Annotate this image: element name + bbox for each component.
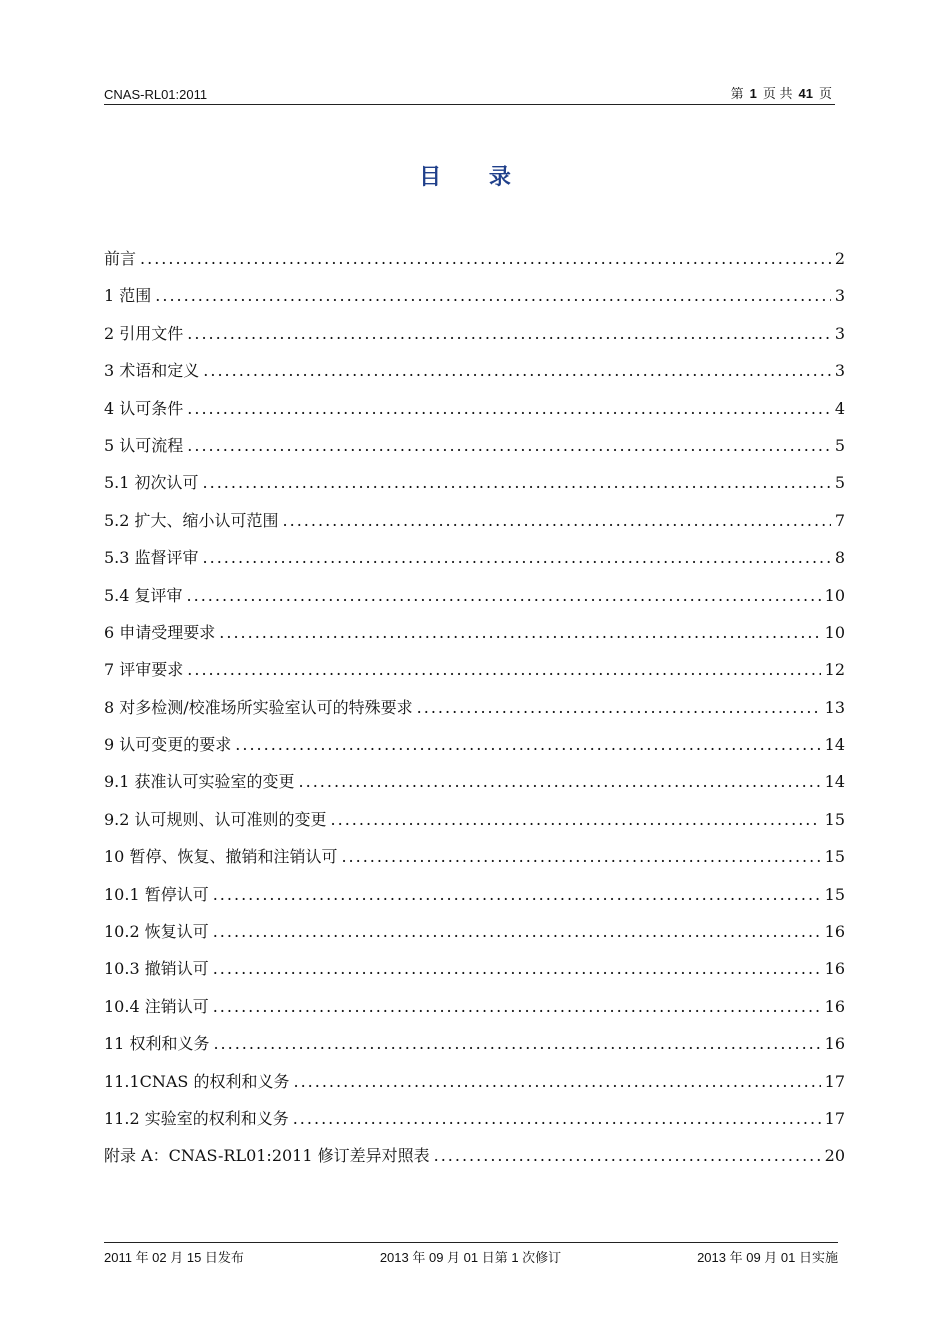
- toc-leader-dots: [417, 698, 821, 717]
- toc-entry-label: 9.2 认可规则、认可准则的变更: [104, 809, 327, 829]
- toc-entry-page: 15: [824, 884, 845, 904]
- table-of-contents: [104, 246, 845, 1181]
- toc-entry-label: 10.3 撤销认可: [104, 959, 209, 979]
- toc-entry-page: 8: [834, 548, 845, 568]
- toc-entry[interactable]: [104, 657, 845, 694]
- toc-entry-label: 10 暂停、恢复、撤销和注销认可: [104, 847, 338, 867]
- toc-leader-dots: [187, 586, 821, 605]
- toc-entry-page: 16: [824, 996, 845, 1016]
- toc-leader-dots: [187, 436, 831, 455]
- toc-entry-page: 12: [824, 660, 845, 680]
- toc-entry-label: 5.1 初次认可: [104, 473, 199, 493]
- toc-entry-label: 4 认可条件: [104, 398, 184, 418]
- toc-leader-dots: [293, 1072, 820, 1091]
- toc-entry-page: 5: [834, 435, 845, 455]
- page-current: 1: [749, 86, 757, 101]
- toc-entry[interactable]: [104, 844, 845, 881]
- toc-entry-page: 7: [834, 510, 845, 530]
- toc-entry[interactable]: [104, 732, 845, 769]
- toc-entry-page: 4: [834, 398, 845, 418]
- toc-entry[interactable]: [104, 919, 845, 956]
- toc-entry-page: 15: [824, 809, 845, 829]
- toc-entry[interactable]: [104, 956, 845, 993]
- toc-leader-dots: [213, 997, 821, 1016]
- toc-entry[interactable]: [104, 433, 845, 470]
- toc-leader-dots: [203, 473, 831, 492]
- toc-entry-label: 6 申请受理要求: [104, 622, 216, 642]
- toc-leader-dots: [219, 623, 820, 642]
- toc-leader-dots: [187, 399, 831, 418]
- toc-leader-dots: [331, 810, 821, 829]
- toc-entry-label: 附录 A：CNAS-RL01:2011 修订差异对照表: [104, 1146, 430, 1166]
- effective-date: 2013 年 09 月 01 日实施: [697, 1249, 838, 1265]
- toc-entry-label: 3 术语和定义: [104, 361, 200, 381]
- toc-leader-dots: [187, 660, 820, 679]
- toc-leader-dots: [187, 324, 831, 343]
- page-mid: 页 共: [762, 86, 793, 101]
- toc-entry[interactable]: [104, 994, 845, 1031]
- toc-entry-page: 10: [824, 622, 845, 642]
- toc-leader-dots: [213, 959, 821, 978]
- toc-entry-page: 16: [824, 959, 845, 979]
- toc-entry-label: 8 对多检测/校准场所实验室认可的特殊要求: [104, 697, 413, 717]
- page-indicator: [728, 83, 835, 102]
- toc-entry-page: 15: [824, 847, 845, 867]
- toc-entry[interactable]: [104, 1031, 845, 1068]
- toc-entry[interactable]: [104, 1069, 845, 1106]
- toc-leader-dots: [213, 885, 821, 904]
- page-total: 41: [798, 86, 813, 101]
- toc-entry[interactable]: [104, 695, 845, 732]
- toc-entry-label: 10.4 注销认可: [104, 996, 209, 1016]
- toc-entry[interactable]: [104, 620, 845, 657]
- toc-leader-dots: [213, 1034, 820, 1053]
- toc-entry[interactable]: [104, 1106, 845, 1143]
- toc-entry[interactable]: [104, 545, 845, 582]
- page-title: 目 录: [419, 164, 531, 190]
- toc-entry-label: 10.1 暂停认可: [104, 884, 209, 904]
- toc-entry-page: 3: [834, 286, 845, 306]
- toc-entry[interactable]: [104, 396, 845, 433]
- toc-entry-label: 10.2 恢复认可: [104, 922, 209, 942]
- toc-entry-page: 10: [824, 585, 845, 605]
- toc-entry[interactable]: [104, 321, 845, 358]
- toc-entry-label: 11.1CNAS 的权利和义务: [104, 1071, 290, 1091]
- toc-entry-page: 14: [824, 735, 845, 755]
- toc-leader-dots: [293, 1109, 821, 1128]
- toc-leader-dots: [203, 548, 831, 567]
- toc-entry-label: 11.2 实验室的权利和义务: [104, 1108, 289, 1128]
- toc-entry-page: 17: [824, 1071, 845, 1091]
- toc-entry[interactable]: [104, 807, 845, 844]
- page-header: [104, 84, 835, 105]
- toc-entry-label: 5 认可流程: [104, 435, 184, 455]
- toc-leader-dots: [341, 847, 820, 866]
- toc-entry[interactable]: [104, 283, 845, 320]
- revised-date: 2013 年 09 月 01 日第 1 次修订: [379, 1249, 562, 1265]
- toc-leader-dots: [203, 361, 831, 380]
- toc-leader-dots: [434, 1146, 821, 1165]
- toc-entry-label: 1 范围: [104, 286, 152, 306]
- toc-entry[interactable]: [104, 508, 845, 545]
- toc-entry[interactable]: [104, 769, 845, 806]
- toc-entry-label: 7 评审要求: [104, 660, 184, 680]
- toc-entry-page: 5: [834, 473, 845, 493]
- page-prefix: 第: [730, 86, 744, 101]
- toc-entry-label: 9.1 获准认可实验室的变更: [104, 772, 295, 792]
- toc-leader-dots: [299, 772, 821, 791]
- toc-entry-label: 9 认可变更的要求: [104, 735, 232, 755]
- toc-entry-label: 5.4 复评审: [104, 585, 183, 605]
- toc-entry[interactable]: [104, 358, 845, 395]
- toc-leader-dots: [283, 511, 831, 530]
- toc-entry-label: 前言: [104, 249, 137, 268]
- toc-entry-page: 13: [824, 697, 845, 717]
- toc-entry-page: 16: [824, 922, 845, 942]
- toc-leader-dots: [235, 735, 820, 754]
- toc-entry[interactable]: [104, 583, 845, 620]
- toc-entry-label: 11 权利和义务: [104, 1034, 210, 1054]
- toc-leader-dots: [213, 922, 821, 941]
- toc-entry-page: 3: [834, 361, 845, 381]
- toc-entry[interactable]: [104, 470, 845, 507]
- doc-code: CNAS-RL01:2011: [104, 87, 208, 102]
- toc-entry[interactable]: [104, 882, 845, 919]
- toc-entry-page: 2: [834, 249, 845, 268]
- toc-entry[interactable]: [104, 1143, 845, 1180]
- published-date: 2011 年 02 月 15 日发布: [104, 1249, 244, 1265]
- toc-entry-page: 14: [824, 772, 845, 792]
- toc-entry-label: 2 引用文件: [104, 323, 184, 343]
- toc-entry-label: 5.3 监督评审: [104, 548, 199, 568]
- toc-entry-page: 20: [824, 1146, 845, 1166]
- toc-entry-page: 3: [834, 323, 845, 343]
- toc-entry-page: 16: [824, 1034, 845, 1054]
- page-footer: [104, 1242, 838, 1267]
- toc-entry-label: 5.2 扩大、缩小认可范围: [104, 510, 279, 530]
- toc-entry[interactable]: [104, 246, 845, 283]
- page-suffix: 页: [818, 86, 832, 101]
- toc-leader-dots: [140, 249, 831, 268]
- toc-entry-page: 17: [824, 1108, 845, 1128]
- toc-leader-dots: [155, 286, 831, 305]
